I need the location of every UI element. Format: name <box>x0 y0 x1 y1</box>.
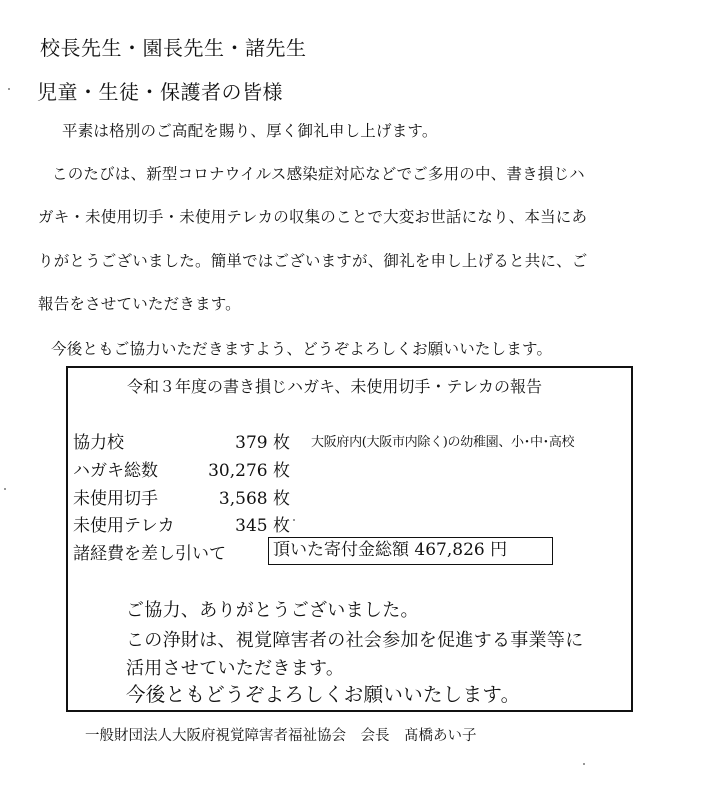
scan-speck <box>4 488 6 490</box>
row-label-postcards: ハガキ総数 <box>73 461 158 481</box>
scan-speck <box>583 763 585 765</box>
salutation-line-1: 校長先生・園長先生・諸先生 <box>40 36 307 60</box>
thanks-line-2: この浄財は、視覚障害者の社会参加を促進する事業等に <box>126 630 584 651</box>
row-note-schools: 大阪府内(大阪市内除く)の幼稚園、小･中･高校 <box>311 435 575 450</box>
paragraph-line-3: りがとうございました。簡単ではございますが、御礼を申し上げると共に、ご <box>38 252 588 270</box>
row-label-stamps: 未使用切手 <box>73 489 158 509</box>
paragraph-line-1: このたびは、新型コロナウイルス感染症対応などでご多用の中、書き損じハ <box>52 165 585 183</box>
greeting-text: 平素は格別のご高配を賜り、厚く御礼申し上げます。 <box>62 122 438 140</box>
thanks-line-3: 活用させていただきます。 <box>126 658 345 679</box>
paragraph-line-4: 報告をさせていただきます。 <box>38 295 241 313</box>
report-title: 令和３年度の書き損じハガキ、未使用切手・テレカの報告 <box>127 377 543 396</box>
deduction-label: 諸経費を差し引いて <box>73 544 226 564</box>
donation-total: 頂いた寄付金総額 467,826 円 <box>268 537 553 565</box>
signature: 一般財団法人大阪府視覚障害者福祉協会 会長 髙橋あい子 <box>85 728 477 744</box>
row-label-telecards: 未使用テレカ <box>73 516 175 536</box>
row-label-schools: 協力校 <box>73 433 124 453</box>
salutation-line-2: 児童・生徒・保護者の皆様 <box>37 80 283 104</box>
paragraph-line-2: ガキ・未使用切手・未使用テレカの収集のことで大変お世話になり、本当にあ <box>38 208 588 226</box>
row-value-postcards: 30,276 枚 <box>208 461 290 481</box>
row-value-schools: 379 枚 <box>235 433 290 453</box>
closing-text: 今後ともご協力いただきますよう、どうぞよろしくお願いいたします。 <box>51 340 553 358</box>
thanks-line-1: ご協力、ありがとうございました。 <box>126 600 419 621</box>
row-value-telecards: 345 枚 <box>235 516 290 536</box>
thanks-line-4: 今後ともどうぞよろしくお願いいたします。 <box>126 683 521 706</box>
scan-speck <box>8 88 10 90</box>
row-value-stamps: 3,568 枚 <box>218 489 290 509</box>
scan-speck <box>293 519 295 521</box>
